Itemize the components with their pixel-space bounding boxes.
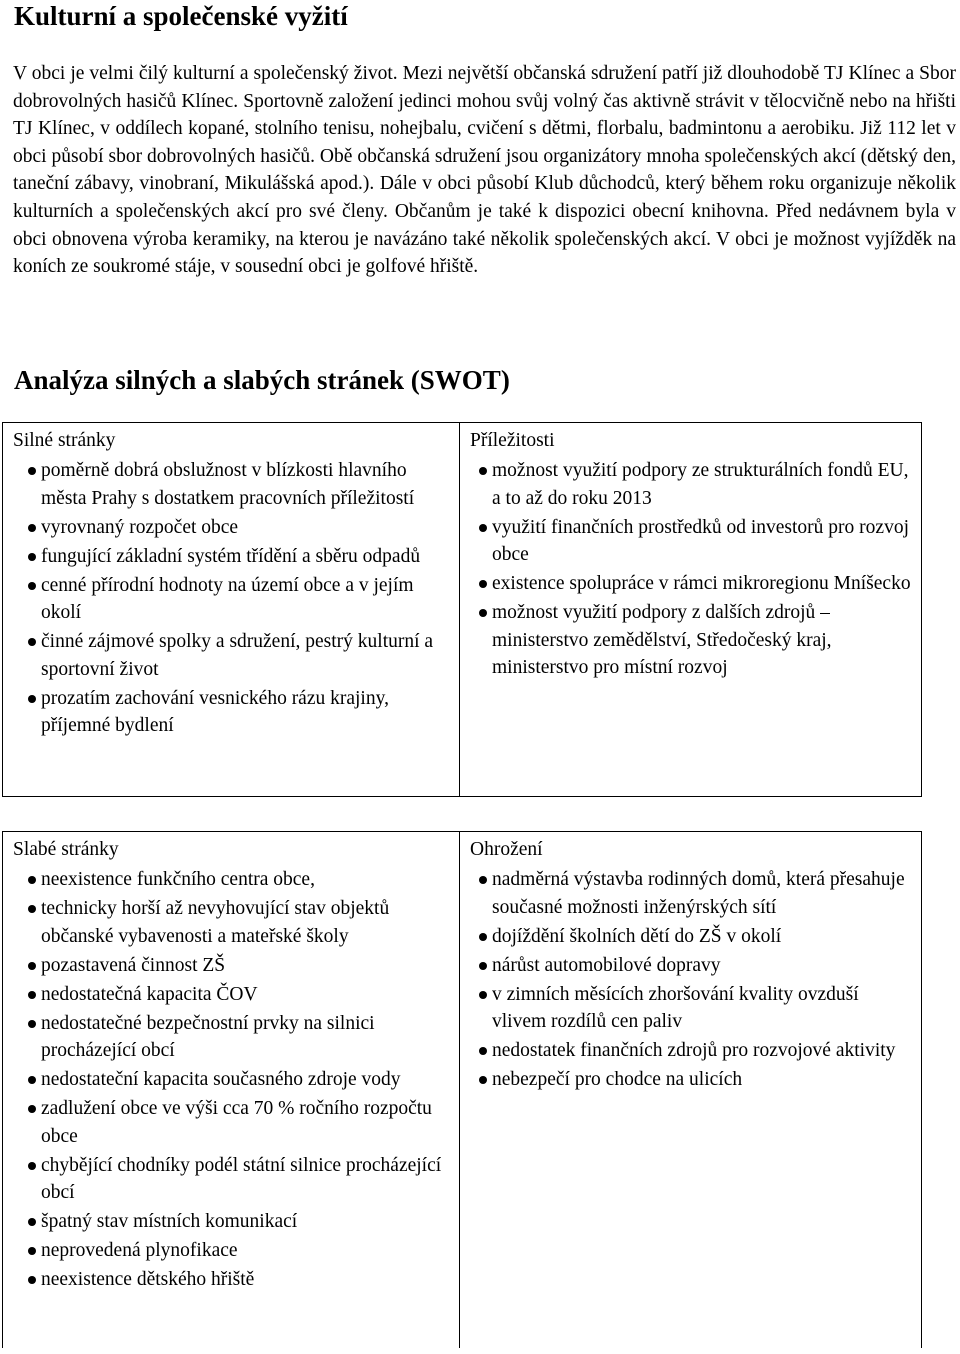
list-item: v zimních měsících zhoršování kvality ovzduší vlivem rozdílů cen paliv: [492, 981, 915, 1036]
strengths-list: [3, 457, 459, 740]
list-item: existence spolupráce v rámci mikroregionu Mníšecko: [492, 570, 915, 598]
opportunities-title: Příležitosti: [470, 430, 555, 451]
list-item: špatný stav místních komunikací: [41, 1208, 453, 1236]
culture-heading: Kulturní a společenské vyžití: [14, 1, 348, 31]
threats-list: [460, 866, 921, 1094]
weaknesses-list: [3, 866, 459, 1294]
list-item: nedostatečná kapacita ČOV: [41, 981, 453, 1009]
list-item: neexistence dětského hřiště: [41, 1266, 453, 1294]
list-item: zadlužení obce ve výši cca 70 % ročního rozpočtu obce: [41, 1095, 453, 1150]
list-item: nedostatek finančních zdrojů pro rozvojové aktivity: [492, 1037, 915, 1065]
list-item: chybějící chodníky podél státní silnice procházející obcí: [41, 1152, 453, 1207]
weaknesses-cell: [3, 832, 460, 1349]
list-item: nadměrná výstavba rodinných domů, která přesahuje současné možnosti inženýrských sítí: [492, 866, 915, 921]
swot-heading: Analýza silných a slabých stránek (SWOT): [14, 365, 510, 395]
threats-cell: [460, 832, 922, 1349]
list-item: technicky horší až nevyhovující stav objektů občanské vybavenosti a mateřské školy: [41, 895, 453, 950]
strengths-title: Silné stránky: [13, 430, 116, 451]
list-item: nebezpečí pro chodce na ulicích: [492, 1066, 915, 1094]
list-item: nedostateční kapacita současného zdroje vody: [41, 1066, 453, 1094]
threats-title: Ohrožení: [470, 839, 543, 860]
list-item: využití finančních prostředků od investorů pro rozvoj obce: [492, 514, 915, 569]
list-item: fungující základní systém třídění a sběru odpadů: [41, 543, 453, 571]
strengths-cell: [3, 423, 460, 797]
list-item: nedostatečné bezpečnostní prvky na silnici procházející obcí: [41, 1010, 453, 1065]
list-item: neprovedená plynofikace: [41, 1237, 453, 1265]
list-item: poměrně dobrá obslužnost v blízkosti hlavního města Prahy s dostatkem pracovních příležitostí: [41, 457, 453, 512]
list-item: možnost využití podpory ze strukturálních fondů EU, a to až do roku 2013: [492, 457, 915, 512]
opportunities-list: [460, 457, 921, 682]
list-item: nárůst automobilové dopravy: [492, 952, 915, 980]
culture-paragraph: V obci je velmi čilý kulturní a společenský život. Mezi největší občanská sdružení patří již dlouhodobě TJ Klínec a Sbor dobrovolných hasičů Klínec. Sportovně založení jedinci mohou svůj volný čas aktivně strávit v tělocvičně nebo na hřišti TJ Klínec, v oddílech kopané, stolního tenisu, nohejbalu, cvičení s dětmi, florbalu, badmintonu a aerobiku. Již 112 let v obci působí sbor dobrovolných hasičů. Obě občanská sdružení jsou organizátory mnoha společenských akcí (dětský den, taneční zábavy, vinobraní, Mikulášská apod.). Dále v obci působí Klub důchodců, který během roku organizuje několik kulturních a společenských akcí pro své členy. Občanům je také k dispozici obecní knihovna. Před nedávnem byla v obci obnovena výroba keramiky, na kterou je navázáno také několik společenských akcí. V obci je možnost vyjížděk na koních ze soukromé stáje, v sousední obci je golfové hřiště.: [13, 63, 956, 278]
list-item: možnost využití podpory z dalších zdrojů – ministerstvo zemědělství, Středočeský kraj, ministerstvo pro místní rozvoj: [492, 599, 915, 682]
list-item: pozastavená činnost ZŠ: [41, 952, 453, 980]
opportunities-cell: [460, 423, 922, 797]
list-item: prozatím zachování vesnického rázu krajiny, příjemné bydlení: [41, 685, 453, 740]
swot-table-bottom: [2, 831, 922, 1348]
list-item: vyrovnaný rozpočet obce: [41, 514, 453, 542]
list-item: cenné přírodní hodnoty na území obce a v jejím okolí: [41, 572, 453, 627]
list-item: činné zájmové spolky a sdružení, pestrý kulturní a sportovní život: [41, 628, 453, 683]
list-item: dojíždění školních dětí do ZŠ v okolí: [492, 923, 915, 951]
list-item: neexistence funkčního centra obce,: [41, 866, 453, 894]
swot-table-top: [2, 422, 922, 797]
weaknesses-title: Slabé stránky: [13, 839, 119, 860]
